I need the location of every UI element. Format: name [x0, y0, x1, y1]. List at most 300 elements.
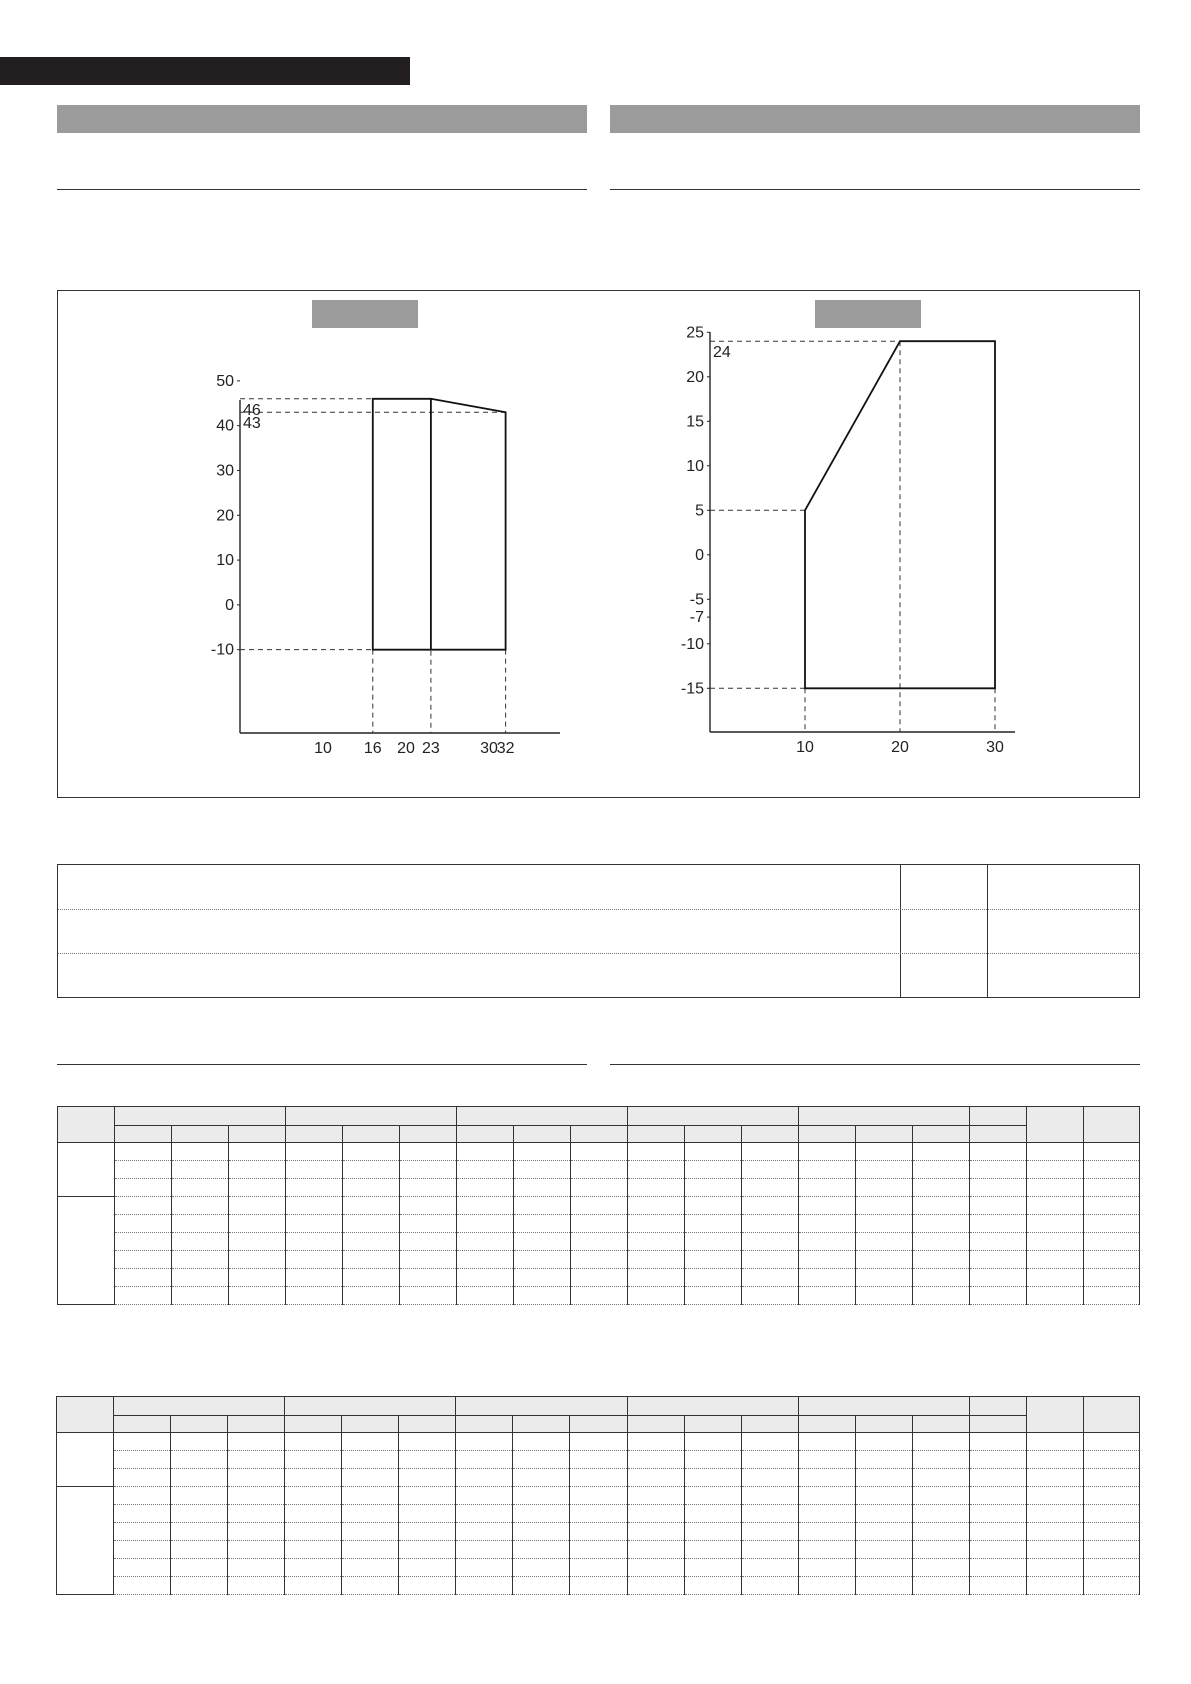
- table-cell: [514, 1251, 571, 1269]
- table-cell: [171, 1487, 228, 1505]
- spec-row-divider-1: [58, 909, 1139, 910]
- table-cell: [513, 1487, 570, 1505]
- table-cell: [172, 1215, 229, 1233]
- table-cell: [798, 1433, 855, 1451]
- y-tick-label: 24: [713, 344, 731, 362]
- table-cell: [627, 1469, 684, 1487]
- data-table-1: [57, 1106, 1140, 1305]
- table-cell: [685, 1269, 742, 1287]
- table-cell: [456, 1487, 513, 1505]
- table-cell: [229, 1233, 286, 1251]
- header-subcell: [913, 1126, 970, 1143]
- heating-range-chart: [660, 320, 1080, 770]
- section-band-right: [610, 105, 1140, 133]
- table-cell: [514, 1215, 571, 1233]
- table-cell: [343, 1251, 400, 1269]
- y-tick-label: 20: [216, 507, 234, 525]
- table-cell: [684, 1487, 741, 1505]
- table-cell: [115, 1161, 172, 1179]
- table-cell: [741, 1469, 798, 1487]
- table-cell: [570, 1469, 627, 1487]
- section-band-left: [57, 105, 587, 133]
- table-cell: [741, 1487, 798, 1505]
- table-cell: [399, 1541, 456, 1559]
- table-cell: [457, 1143, 514, 1161]
- table-cell: [171, 1559, 228, 1577]
- table-cell: [855, 1559, 912, 1577]
- table-cell: [570, 1433, 627, 1451]
- table-cell: [685, 1143, 742, 1161]
- header-group: [114, 1397, 285, 1416]
- table-cell: [627, 1433, 684, 1451]
- table-cell: [684, 1451, 741, 1469]
- table-cell: [1027, 1287, 1084, 1305]
- table-cell: [115, 1179, 172, 1197]
- y-tick-label: -10: [210, 641, 234, 659]
- table-cell: [570, 1523, 627, 1541]
- table-cell: [627, 1577, 684, 1595]
- table-cell: [229, 1251, 286, 1269]
- table-cell: [1084, 1161, 1140, 1179]
- table-cell: [570, 1541, 627, 1559]
- table-cell: [457, 1269, 514, 1287]
- table-cell: [115, 1287, 172, 1305]
- table-cell: [228, 1451, 285, 1469]
- table-cell: [570, 1451, 627, 1469]
- table-cell: [114, 1451, 171, 1469]
- y-tick-label: 43: [243, 415, 261, 433]
- table-cell: [799, 1161, 856, 1179]
- table-cell: [571, 1143, 628, 1161]
- table-cell: [286, 1233, 343, 1251]
- table-cell: [285, 1433, 342, 1451]
- table-cell: [970, 1197, 1027, 1215]
- table-cell: [627, 1541, 684, 1559]
- table-cell: [513, 1559, 570, 1577]
- table-cell: [285, 1577, 342, 1595]
- table-cell: [913, 1215, 970, 1233]
- table-cell: [855, 1451, 912, 1469]
- table-cell: [628, 1251, 685, 1269]
- table-cell: [1026, 1487, 1083, 1505]
- table-cell: [457, 1233, 514, 1251]
- table-cell: [399, 1505, 456, 1523]
- divider-left-top: [57, 189, 587, 190]
- table-cell: [913, 1161, 970, 1179]
- table-cell: [115, 1269, 172, 1287]
- table-cell: [342, 1577, 399, 1595]
- table-cell: [456, 1523, 513, 1541]
- table-cell: [855, 1577, 912, 1595]
- table-cell: [171, 1433, 228, 1451]
- header-group: [798, 1397, 969, 1416]
- table-cell: [571, 1233, 628, 1251]
- table-cell: [970, 1215, 1027, 1233]
- table-cell: [969, 1505, 1026, 1523]
- table-cell: [855, 1487, 912, 1505]
- table-cell: [342, 1433, 399, 1451]
- table-cell: [684, 1559, 741, 1577]
- table-cell: [1026, 1433, 1083, 1451]
- table-cell: [1026, 1505, 1083, 1523]
- table-cell: [400, 1287, 457, 1305]
- table-cell: [229, 1161, 286, 1179]
- y-tick-label: 30: [216, 462, 234, 480]
- header-group: [628, 1107, 799, 1126]
- header-subcell: [571, 1126, 628, 1143]
- y-tick-label: -5: [689, 591, 704, 609]
- table-cell: [912, 1451, 969, 1469]
- table-cell: [342, 1505, 399, 1523]
- chart-label-cooling: [312, 300, 418, 328]
- table-cell: [742, 1197, 799, 1215]
- table-cell: [741, 1541, 798, 1559]
- table-cell: [172, 1251, 229, 1269]
- header-group: [115, 1107, 286, 1126]
- table-cell: [742, 1179, 799, 1197]
- x-tick-label: 32: [496, 740, 515, 757]
- table-cell: [400, 1197, 457, 1215]
- table-cell: [1083, 1451, 1139, 1469]
- x-tick-label: 23: [422, 740, 440, 757]
- table-cell: [969, 1433, 1026, 1451]
- table-cell: [571, 1251, 628, 1269]
- table-cell: [171, 1505, 228, 1523]
- table-cell: [912, 1469, 969, 1487]
- header-subcell: [855, 1416, 912, 1433]
- header-subcell: [286, 1126, 343, 1143]
- table-cell: [228, 1469, 285, 1487]
- table-cell: [285, 1487, 342, 1505]
- table-cell: [513, 1523, 570, 1541]
- table-cell: [228, 1487, 285, 1505]
- table-cell: [1027, 1269, 1084, 1287]
- header-cell: [1027, 1107, 1084, 1143]
- table-cell: [1084, 1251, 1140, 1269]
- table-cell: [172, 1287, 229, 1305]
- table-cell: [229, 1143, 286, 1161]
- table-cell: [229, 1287, 286, 1305]
- table-cell: [741, 1577, 798, 1595]
- table-cell: [342, 1451, 399, 1469]
- table-cell: [628, 1233, 685, 1251]
- data-table-2: [56, 1396, 1140, 1595]
- table-cell: [970, 1269, 1027, 1287]
- y-tick-label: 10: [686, 457, 704, 475]
- table-cell: [571, 1197, 628, 1215]
- table-cell: [457, 1287, 514, 1305]
- table-cell: [913, 1179, 970, 1197]
- table-cell: [856, 1287, 913, 1305]
- table-cell: [913, 1269, 970, 1287]
- table-cell: [400, 1179, 457, 1197]
- table-cell: [286, 1197, 343, 1215]
- divider-left-bottom: [57, 1064, 587, 1065]
- table-cell: [913, 1197, 970, 1215]
- table-cell: [856, 1269, 913, 1287]
- table-cell: [799, 1233, 856, 1251]
- table-cell: [514, 1143, 571, 1161]
- table-cell: [228, 1541, 285, 1559]
- table-cell: [570, 1505, 627, 1523]
- table-cell: [1027, 1179, 1084, 1197]
- table-cell: [798, 1451, 855, 1469]
- table-cell: [1083, 1523, 1139, 1541]
- table-cell: [399, 1469, 456, 1487]
- header-corner: [58, 1107, 115, 1143]
- table-cell: [286, 1251, 343, 1269]
- table-cell: [343, 1197, 400, 1215]
- table-cell: [741, 1559, 798, 1577]
- table-cell: [1084, 1215, 1140, 1233]
- header-group: [799, 1107, 970, 1126]
- table-cell: [571, 1269, 628, 1287]
- table-cell: [172, 1269, 229, 1287]
- table-cell: [171, 1577, 228, 1595]
- table-cell: [799, 1269, 856, 1287]
- table-cell: [798, 1469, 855, 1487]
- table-cell: [1027, 1161, 1084, 1179]
- x-tick-label: 16: [363, 740, 382, 757]
- table-cell: [742, 1251, 799, 1269]
- table-cell: [1027, 1197, 1084, 1215]
- table-cell: [685, 1251, 742, 1269]
- table-cell: [457, 1215, 514, 1233]
- y-tick-label: 5: [695, 502, 704, 520]
- row-group-label: [58, 1143, 115, 1197]
- table-cell: [342, 1523, 399, 1541]
- header-cell: [1026, 1397, 1083, 1433]
- x-tick-label: 30: [986, 739, 1004, 756]
- table-cell: [114, 1577, 171, 1595]
- table-cell: [628, 1179, 685, 1197]
- table-cell: [1083, 1559, 1139, 1577]
- header-subcell: [627, 1416, 684, 1433]
- table-cell: [1026, 1523, 1083, 1541]
- header-subcell: [856, 1126, 913, 1143]
- table-cell: [1026, 1577, 1083, 1595]
- table-cell: [342, 1469, 399, 1487]
- table-cell: [1084, 1143, 1140, 1161]
- table-cell: [1027, 1251, 1084, 1269]
- table-cell: [741, 1451, 798, 1469]
- table-cell: [856, 1215, 913, 1233]
- table-cell: [229, 1269, 286, 1287]
- table-cell: [514, 1233, 571, 1251]
- y-tick-label: -7: [689, 609, 704, 627]
- y-tick-label: 0: [225, 596, 234, 614]
- table-cell: [400, 1161, 457, 1179]
- table-cell: [285, 1523, 342, 1541]
- table-cell: [513, 1469, 570, 1487]
- y-tick-label: 50: [216, 372, 234, 390]
- table-cell: [1027, 1215, 1084, 1233]
- table-cell: [1083, 1577, 1139, 1595]
- table-cell: [627, 1505, 684, 1523]
- table-cell: [115, 1197, 172, 1215]
- table-cell: [912, 1487, 969, 1505]
- table-cell: [742, 1215, 799, 1233]
- table-cell: [685, 1215, 742, 1233]
- row-group-label: [58, 1197, 115, 1305]
- header-cell: [970, 1107, 1027, 1126]
- table-cell: [228, 1523, 285, 1541]
- y-tick-label: -15: [680, 680, 704, 698]
- table-cell: [970, 1287, 1027, 1305]
- table-cell: [115, 1251, 172, 1269]
- table-cell: [229, 1179, 286, 1197]
- table-cell: [457, 1197, 514, 1215]
- table-cell: [457, 1179, 514, 1197]
- table-cell: [1083, 1541, 1139, 1559]
- table-cell: [114, 1523, 171, 1541]
- table-cell: [913, 1143, 970, 1161]
- table-cell: [513, 1541, 570, 1559]
- table-cell: [285, 1505, 342, 1523]
- x-tick-label: 20: [891, 739, 909, 756]
- header-subcell: [684, 1416, 741, 1433]
- table-cell: [627, 1451, 684, 1469]
- table-cell: [969, 1451, 1026, 1469]
- header-cell: [1083, 1397, 1139, 1433]
- cooling-range-chart: [180, 372, 580, 770]
- header-subcell: [685, 1126, 742, 1143]
- table-cell: [912, 1541, 969, 1559]
- table-cell: [228, 1559, 285, 1577]
- header-subcell: [741, 1416, 798, 1433]
- table-cell: [912, 1523, 969, 1541]
- table-cell: [798, 1559, 855, 1577]
- table-cell: [627, 1559, 684, 1577]
- table-cell: [114, 1487, 171, 1505]
- table-cell: [856, 1197, 913, 1215]
- header-subcell: [456, 1416, 513, 1433]
- table-cell: [571, 1161, 628, 1179]
- table-cell: [343, 1233, 400, 1251]
- table-cell: [342, 1559, 399, 1577]
- header-subcell: [970, 1126, 1027, 1143]
- table-cell: [855, 1523, 912, 1541]
- table-cell: [114, 1433, 171, 1451]
- table-cell: [514, 1161, 571, 1179]
- table-cell: [571, 1179, 628, 1197]
- x-tick-label: 10: [314, 740, 332, 757]
- table-cell: [115, 1143, 172, 1161]
- table-cell: [1084, 1197, 1140, 1215]
- header-subcell: [343, 1126, 400, 1143]
- table-cell: [285, 1559, 342, 1577]
- table-cell: [285, 1451, 342, 1469]
- table-cell: [229, 1215, 286, 1233]
- table-cell: [628, 1143, 685, 1161]
- table-cell: [627, 1487, 684, 1505]
- header-group: [285, 1397, 456, 1416]
- table-cell: [513, 1505, 570, 1523]
- table-cell: [513, 1451, 570, 1469]
- table-cell: [741, 1433, 798, 1451]
- table-cell: [114, 1559, 171, 1577]
- row-group-label: [57, 1433, 114, 1487]
- y-tick-label: 10: [216, 552, 234, 570]
- y-tick-label: 20: [686, 368, 704, 386]
- table-cell: [172, 1161, 229, 1179]
- table-cell: [399, 1433, 456, 1451]
- table-cell: [1084, 1269, 1140, 1287]
- table-cell: [570, 1559, 627, 1577]
- table-cell: [457, 1161, 514, 1179]
- table-cell: [970, 1233, 1027, 1251]
- table-cell: [514, 1287, 571, 1305]
- table-cell: [286, 1287, 343, 1305]
- table-cell: [628, 1215, 685, 1233]
- header-group: [456, 1397, 627, 1416]
- table-cell: [855, 1505, 912, 1523]
- table-cell: [685, 1179, 742, 1197]
- table-cell: [171, 1469, 228, 1487]
- table-cell: [913, 1287, 970, 1305]
- header-subcell: [229, 1126, 286, 1143]
- table-cell: [742, 1233, 799, 1251]
- header-subcell: [912, 1416, 969, 1433]
- y-tick-label: -10: [680, 635, 704, 653]
- table-cell: [1083, 1433, 1139, 1451]
- table-cell: [970, 1143, 1027, 1161]
- table-cell: [1083, 1469, 1139, 1487]
- table-cell: [798, 1541, 855, 1559]
- table-cell: [571, 1287, 628, 1305]
- table-cell: [741, 1505, 798, 1523]
- table-cell: [1026, 1559, 1083, 1577]
- table-cell: [685, 1287, 742, 1305]
- table-cell: [855, 1469, 912, 1487]
- table-cell: [684, 1469, 741, 1487]
- table-cell: [114, 1541, 171, 1559]
- table-cell: [114, 1505, 171, 1523]
- table-cell: [229, 1197, 286, 1215]
- table-cell: [400, 1143, 457, 1161]
- table-cell: [172, 1179, 229, 1197]
- table-cell: [855, 1433, 912, 1451]
- table-cell: [1027, 1143, 1084, 1161]
- table-cell: [684, 1541, 741, 1559]
- spec-col-divider-1: [900, 865, 901, 997]
- header-subcell: [115, 1126, 172, 1143]
- table-cell: [912, 1577, 969, 1595]
- table-cell: [970, 1161, 1027, 1179]
- table-cell: [343, 1143, 400, 1161]
- table-cell: [970, 1179, 1027, 1197]
- table-cell: [286, 1215, 343, 1233]
- table-cell: [628, 1197, 685, 1215]
- table-cell: [798, 1577, 855, 1595]
- table-cell: [114, 1469, 171, 1487]
- table-cell: [400, 1215, 457, 1233]
- table-cell: [969, 1487, 1026, 1505]
- table-cell: [399, 1559, 456, 1577]
- table-cell: [400, 1251, 457, 1269]
- table-cell: [627, 1523, 684, 1541]
- header-corner: [57, 1397, 114, 1433]
- table-cell: [115, 1233, 172, 1251]
- table-cell: [514, 1179, 571, 1197]
- table-cell: [685, 1233, 742, 1251]
- table-cell: [1027, 1233, 1084, 1251]
- table-cell: [343, 1215, 400, 1233]
- table-cell: [742, 1269, 799, 1287]
- table-cell: [456, 1433, 513, 1451]
- table-cell: [742, 1161, 799, 1179]
- table-cell: [399, 1451, 456, 1469]
